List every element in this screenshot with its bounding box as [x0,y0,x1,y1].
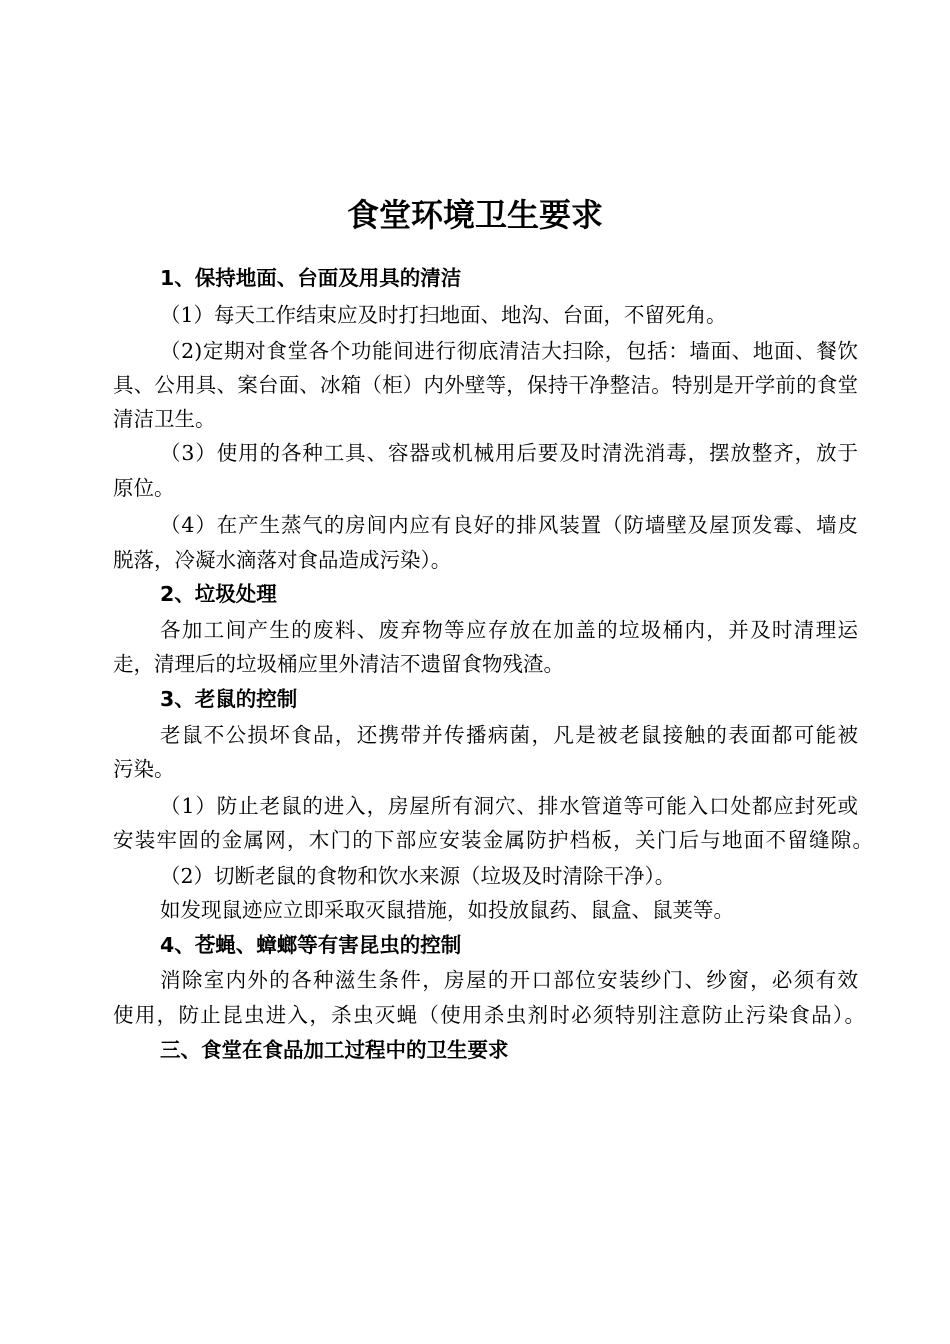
section-heading-3: 三、食堂在食品加工过程中的卫生要求 [160,1038,509,1062]
paragraph-line: 脱落，冷凝水滴落对食品造成污染）。 [113,548,452,572]
paragraph-line: 使用，防止昆虫进入，杀虫灭蝇（使用杀虫剂时必须特别注意防止污染食品）。 [113,1003,865,1027]
paragraph-line: （2）切断老鼠的食物和饮水来源（垃圾及时清除干净）。 [160,864,676,888]
paragraph-line: 走，清理后的垃圾桶应里外清洁不遗留食物残渣。 [113,652,564,676]
paragraph-line: 老鼠不公损坏食品，还携带并传播病菌，凡是被老鼠接触的表面都可能被 [160,723,858,747]
paragraph-line: （1）每天工作结束应及时打扫地面、地沟、台面，不留死角。 [160,303,727,327]
paragraph-line: （2)定期对食堂各个功能间进行彻底清洁大扫除，包括：墙面、地面、餐饮 [160,339,858,363]
paragraph-line: 消除室内外的各种滋生条件，房屋的开口部位安装纱门、纱窗，必须有效 [160,968,858,992]
heading-1: 1、保持地面、台面及用具的清洁 [160,266,462,290]
document-title: 食堂环境卫生要求 [346,196,603,234]
paragraph-line: 污染。 [113,757,175,781]
paragraph-line: 各加工间产生的废料、废弃物等应存放在加盖的垃圾桶内，并及时清理运 [160,618,858,642]
paragraph-line: 如发现鼠迹应立即采取灭鼠措施，如投放鼠药、鼠盒、鼠荚等。 [160,898,734,922]
paragraph-line: 原位。 [113,476,175,500]
heading-3: 3、老鼠的控制 [160,687,298,711]
paragraph-line: （4）在产生蒸气的房间内应有良好的排风装置（防墙壁及屋顶发霉、墙皮 [160,513,858,537]
paragraph-line: 清洁卫生。 [113,407,216,431]
paragraph-line: （3）使用的各种工具、容器或机械用后要及时清洗消毒，摆放整齐，放于 [160,441,858,465]
paragraph-line: 安装牢固的金属网，木门的下部应安装金属防护档板，关门后与地面不留缝隙。 [113,828,873,852]
heading-2: 2、垃圾处理 [160,582,277,606]
paragraph-line: 具、公用具、案台面、冰箱（柜）内外壁等，保持干净整洁。特别是开学前的食堂 [113,373,858,397]
paragraph-line: （1）防止老鼠的进入，房屋所有洞穴、排水管道等可能入口处都应封死或 [160,794,858,818]
heading-4: 4、苍蝇、蟑螂等有害昆虫的控制 [160,933,462,957]
